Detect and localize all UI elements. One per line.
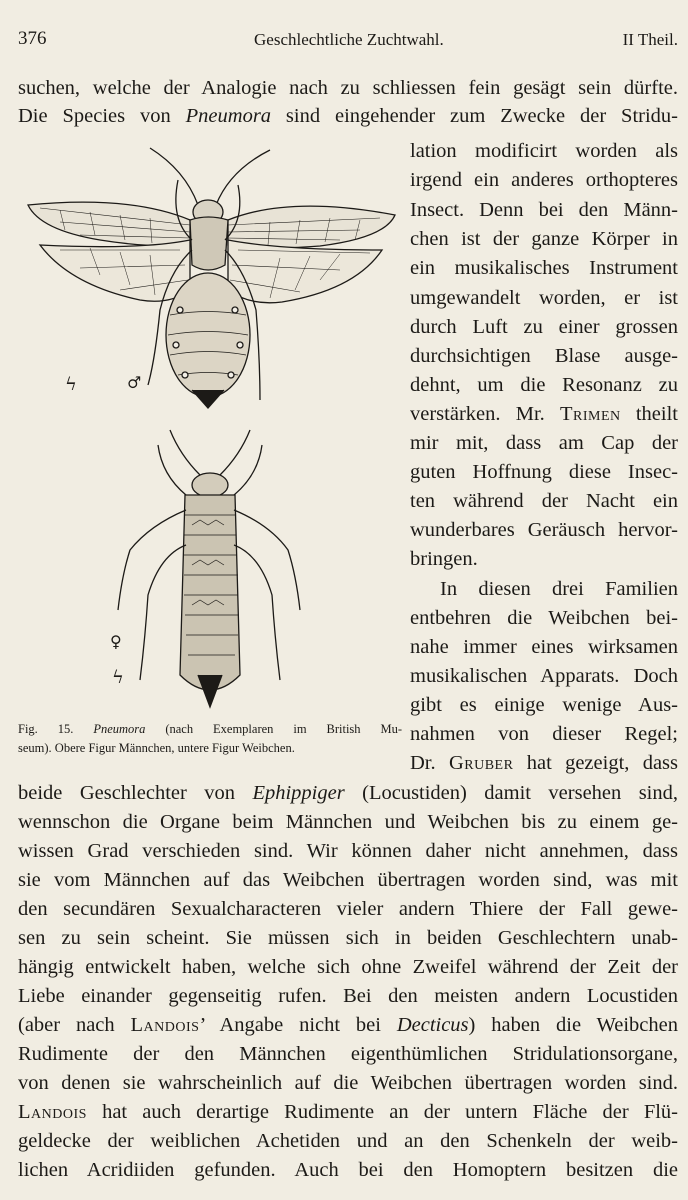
text-line: bringen. xyxy=(410,548,478,570)
text-line: In diesen drei Familien xyxy=(440,578,678,600)
text-line: Die Species von Pneumora sind eingehender zum Zwecke der Stridu- xyxy=(18,105,678,127)
text-line: Rudimente der den Männchen eigenthümlichen Stridulationsorgane, xyxy=(18,1043,678,1065)
text-line: von denen sie wahrscheinlich auf die Weibchen übertragen worden sind. xyxy=(18,1072,678,1094)
figure-caption xyxy=(18,720,402,758)
text-line: umgewandelt worden, er ist xyxy=(410,287,678,309)
text-line: sen zu sein scheint. Sie müssen sich in beiden Geschlechtern unab- xyxy=(18,927,678,949)
text-line: gibt es einige wenige Aus- xyxy=(410,694,678,716)
text-line: verstärken. Mr. Trimen theilt xyxy=(410,403,678,425)
scale-mark: ϟ xyxy=(112,667,124,688)
text-line: chen ist der ganze Körper in xyxy=(410,228,678,250)
text-line: sie vom Männchen auf das Weibchen übertragen worden sind, was mit xyxy=(18,869,678,891)
text-line: geldecke der weiblichen Achetiden und an den Schenkeln der weib- xyxy=(18,1130,678,1152)
text-line: Landois hat auch derartige Rudimente an der untern Fläche der Flü- xyxy=(18,1101,678,1123)
text-line: mir mit, dass am Cap der xyxy=(410,432,678,454)
female-pneumora-illustration xyxy=(100,425,320,715)
text-line: ein musikalisches Instrument xyxy=(410,257,678,279)
part-label: II Theil. xyxy=(622,30,678,49)
text-line: wennschon die Organe beim Männchen und Weibchen bis zu einem ge- xyxy=(18,811,678,833)
text-line: ten während der Nacht ein xyxy=(410,490,678,512)
text-line: entbehren die Weibchen bei- xyxy=(410,607,678,629)
text-line: nahmen von dieser Regel; xyxy=(410,723,678,745)
text-line: hängig entwickelt haben, welche sich ohne Zweifel während der Zeit der xyxy=(18,956,678,978)
text-line: nahe immer eines wirksamen xyxy=(410,636,678,658)
text-line: durchsichtigen Blase ausge- xyxy=(410,345,678,367)
text-line: den secundären Sexualcharacteren vieler andern Thiere der Fall gewe- xyxy=(18,898,678,920)
text-line: lation modificirt worden als xyxy=(410,140,678,162)
text-line: suchen, welche der Analogie nach zu schliessen fein gesägt sein dürfte. xyxy=(18,77,678,99)
text-line: Liebe einander gegenseitig rufen. Bei den meisten andern Locustiden xyxy=(18,985,678,1007)
text-line: (aber nach Landois’ Angabe nicht bei Decticus) haben die Weibchen xyxy=(18,1014,678,1036)
text-line: irgend ein anderes orthopteres xyxy=(410,169,678,191)
text-line: lichen Acridiiden gefunden. Auch bei den Homoptern besitzen die xyxy=(18,1159,678,1181)
caption-line: Fig. 15. Pneumora (nach Exemplaren im British Mu- xyxy=(18,722,402,736)
text-line: dehnt, um die Resonanz zu xyxy=(410,374,678,396)
scale-mark: ϟ xyxy=(65,374,77,395)
text-line: wunderbares Geräusch hervor- xyxy=(410,519,678,541)
text-line: beide Geschlechter von Ephippiger (Locustiden) damit versehen sind, xyxy=(18,782,678,804)
page-header xyxy=(18,28,678,52)
text-line: durch Luft zu einer grossen xyxy=(410,316,678,338)
text-line: musikalischen Apparats. Doch xyxy=(410,665,678,687)
female-symbol: ♀ xyxy=(110,632,122,651)
male-pneumora-illustration xyxy=(20,140,400,410)
text-line: guten Hoffnung diese Insec- xyxy=(410,461,678,483)
text-line: Insect. Denn bei den Männ- xyxy=(410,199,678,221)
caption-line: seum). Obere Figur Männchen, untere Figur Weibchen. xyxy=(18,741,295,755)
page-number: 376 xyxy=(18,28,47,49)
text-line: Dr. Gruber hat gezeigt, dass xyxy=(410,752,678,774)
text-line: wissen Grad verschieden sind. Wir können daher nicht annehmen, dass xyxy=(18,840,678,862)
running-title: Geschlechtliche Zuchtwahl. xyxy=(254,30,444,49)
male-symbol: ♂ xyxy=(127,373,142,392)
